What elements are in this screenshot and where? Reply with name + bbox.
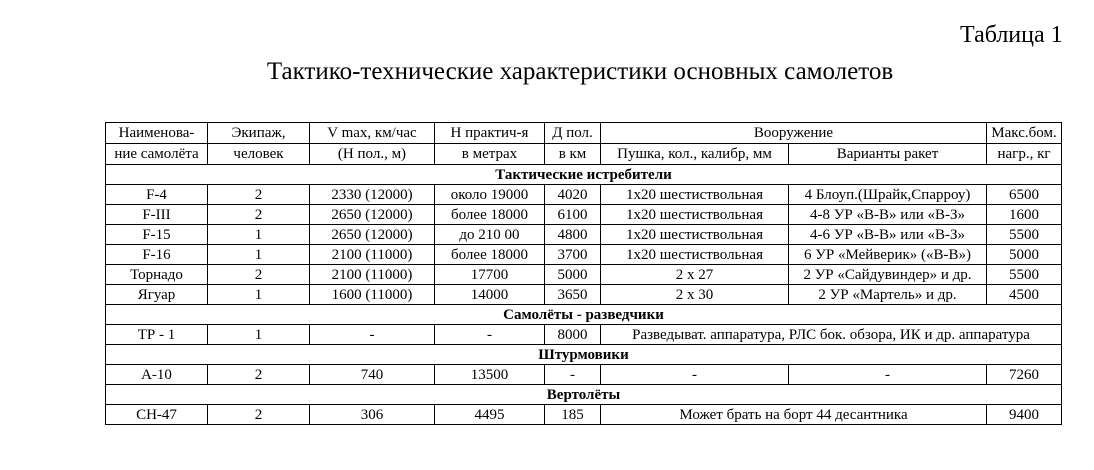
cell-armament: Может брать на борт 44 десантника (601, 405, 987, 425)
header-crew-2: человек (208, 144, 310, 165)
cell-ceiling: 14000 (435, 285, 545, 305)
cell-name: F-15 (106, 225, 208, 245)
section-row (106, 345, 1062, 365)
cell-range: 6100 (545, 205, 601, 225)
cell-vmax: - (310, 325, 435, 345)
cell-range: 3700 (545, 245, 601, 265)
cell-range: - (545, 365, 601, 385)
cell-ceiling: 17700 (435, 265, 545, 285)
header-name: Наименова- (106, 123, 208, 144)
section-row (106, 385, 1062, 405)
cell-bomb: 4500 (987, 285, 1062, 305)
cell-crew: 2 (208, 185, 310, 205)
table-row (106, 185, 1062, 205)
cell-vmax: 306 (310, 405, 435, 425)
cell-ceiling: около 19000 (435, 185, 545, 205)
cell-name: Ягуар (106, 285, 208, 305)
header-bomb-2: нагр., кг (987, 144, 1062, 165)
cell-range: 185 (545, 405, 601, 425)
header-ceiling-2: в метрах (435, 144, 545, 165)
cell-bomb: 1600 (987, 205, 1062, 225)
header-bomb: Макс.бом. (987, 123, 1062, 144)
cell-ceiling: более 18000 (435, 205, 545, 225)
table-row (106, 405, 1062, 425)
section-attack: Штурмовики (106, 345, 1062, 365)
cell-gun: - (601, 365, 789, 385)
cell-missiles: 2 УР «Мартель» и др. (789, 285, 987, 305)
section-recon: Самолёты - разведчики (106, 305, 1062, 325)
cell-gun: 2 х 27 (601, 265, 789, 285)
cell-bomb: 5500 (987, 265, 1062, 285)
header-row-2 (106, 144, 1062, 165)
cell-missiles: 4-8 УР «В-В» или «В-З» (789, 205, 987, 225)
cell-bomb: 5500 (987, 225, 1062, 245)
header-range-2: в км (545, 144, 601, 165)
cell-vmax: 2650 (12000) (310, 225, 435, 245)
cell-name: F-16 (106, 245, 208, 265)
cell-crew: 2 (208, 205, 310, 225)
cell-bomb: 7260 (987, 365, 1062, 385)
cell-armament: Разведыват. аппаратура, РЛС бок. обзора, ИК и др. аппаратура (601, 325, 1062, 345)
table-row (106, 365, 1062, 385)
header-armament: Вооружение (601, 123, 987, 144)
table-row (106, 325, 1062, 345)
table-row (106, 245, 1062, 265)
header-crew: Экипаж, (208, 123, 310, 144)
header-range: Д пол. (545, 123, 601, 144)
cell-bomb: 6500 (987, 185, 1062, 205)
cell-gun: 1х20 шестиствольная (601, 205, 789, 225)
document-title: Тактико-технические характеристики основных самолетов (266, 58, 894, 85)
cell-name: ТР - 1 (106, 325, 208, 345)
cell-name: А-10 (106, 365, 208, 385)
specs-table (105, 122, 1062, 425)
cell-vmax: 2100 (11000) (310, 265, 435, 285)
cell-gun: 1х20 шестиствольная (601, 185, 789, 205)
cell-crew: 1 (208, 325, 310, 345)
cell-gun: 1х20 шестиствольная (601, 245, 789, 265)
table-row (106, 265, 1062, 285)
header-name-2: ние самолёта (106, 144, 208, 165)
cell-ceiling: - (435, 325, 545, 345)
cell-crew: 1 (208, 245, 310, 265)
cell-vmax: 2100 (11000) (310, 245, 435, 265)
cell-name: Торнадо (106, 265, 208, 285)
cell-bomb: 9400 (987, 405, 1062, 425)
cell-name: СН-47 (106, 405, 208, 425)
cell-missiles: 4-6 УР «В-В» или «В-З» (789, 225, 987, 245)
cell-ceiling: 13500 (435, 365, 545, 385)
cell-vmax: 2650 (12000) (310, 205, 435, 225)
cell-range: 3650 (545, 285, 601, 305)
table-row (106, 285, 1062, 305)
table-row (106, 225, 1062, 245)
cell-gun: 1х20 шестиствольная (601, 225, 789, 245)
cell-missiles: 2 УР «Сайдувиндер» и др. (789, 265, 987, 285)
cell-vmax: 1600 (11000) (310, 285, 435, 305)
header-vmax-2: (Н пол., м) (310, 144, 435, 165)
cell-name: F-III (106, 205, 208, 225)
section-row (106, 305, 1062, 325)
header-gun: Пушка, кол., калибр, мм (601, 144, 789, 165)
table-row (106, 205, 1062, 225)
cell-name: F-4 (106, 185, 208, 205)
cell-crew: 2 (208, 265, 310, 285)
cell-gun: 2 х 30 (601, 285, 789, 305)
cell-ceiling: более 18000 (435, 245, 545, 265)
header-vmax: V max, км/час (310, 123, 435, 144)
cell-crew: 1 (208, 225, 310, 245)
section-row (106, 165, 1062, 185)
cell-range: 4800 (545, 225, 601, 245)
cell-range: 4020 (545, 185, 601, 205)
header-missiles: Варианты ракет (789, 144, 987, 165)
header-ceiling: Н практич-я (435, 123, 545, 144)
header-row-1 (106, 123, 1062, 144)
cell-ceiling: до 210 00 (435, 225, 545, 245)
cell-range: 8000 (545, 325, 601, 345)
cell-missiles: 6 УР «Мейверик» («В-В») (789, 245, 987, 265)
cell-crew: 2 (208, 365, 310, 385)
cell-range: 5000 (545, 265, 601, 285)
section-fighters: Тактические истребители (106, 165, 1062, 185)
cell-crew: 1 (208, 285, 310, 305)
cell-crew: 2 (208, 405, 310, 425)
cell-vmax: 2330 (12000) (310, 185, 435, 205)
cell-bomb: 5000 (987, 245, 1062, 265)
section-helicopters: Вертолёты (106, 385, 1062, 405)
table-number: Таблица 1 (960, 22, 1063, 48)
cell-vmax: 740 (310, 365, 435, 385)
cell-missiles: 4 Блоуп.(Шрайк,Спарроу) (789, 185, 987, 205)
cell-ceiling: 4495 (435, 405, 545, 425)
cell-missiles: - (789, 365, 987, 385)
